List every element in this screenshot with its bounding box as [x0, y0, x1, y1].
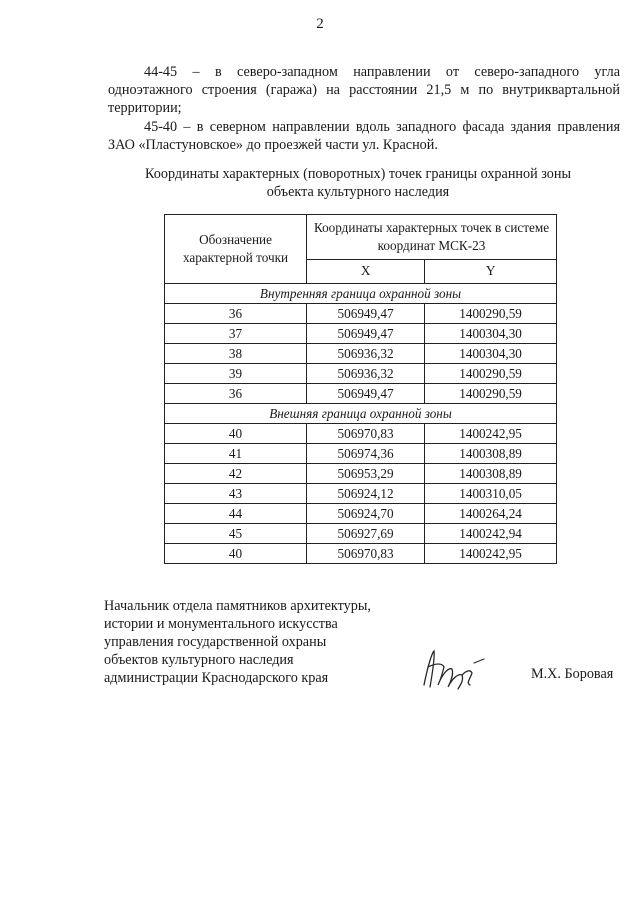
position-line: истории и монументального искусства	[104, 616, 338, 632]
table-row	[165, 544, 557, 564]
header-point-designation: Обозначение характерной точки	[165, 215, 307, 284]
cell-y: 1400310,05	[425, 484, 557, 504]
table-row	[165, 484, 557, 504]
cell-point: 36	[165, 304, 307, 324]
cell-point: 38	[165, 344, 307, 364]
table-caption-line-2: объекта культурного наследия	[266, 184, 450, 200]
cell-point: 37	[165, 324, 307, 344]
paragraph-45-40: 45-40 – в северном направлении вдоль западного фасада здания правления ЗАО «Пластуновское» до проезжей части ул. Красной.	[108, 119, 620, 153]
table-row	[165, 384, 557, 404]
table-row	[165, 364, 557, 384]
cell-point: 45	[165, 524, 307, 544]
cell-y: 1400308,89	[425, 464, 557, 484]
section-title: Внутренняя граница охранной зоны	[165, 284, 557, 304]
cell-point: 41	[165, 444, 307, 464]
header-x: X	[307, 259, 425, 283]
position-line: Начальник отдела памятников архитектуры,	[104, 598, 371, 614]
cell-point: 44	[165, 504, 307, 524]
table-row	[165, 524, 557, 544]
signer-name: М.Х. Боровая	[531, 666, 614, 682]
cell-point: 39	[165, 364, 307, 384]
table-row	[165, 344, 557, 364]
cell-x: 506949,47	[307, 304, 425, 324]
position-line: объектов культурного наследия	[104, 652, 294, 668]
signature-position	[104, 597, 371, 687]
cell-x: 506927,69	[307, 524, 425, 544]
table-caption	[118, 165, 598, 201]
page-number: 2	[316, 16, 324, 32]
coordinates-table	[164, 214, 557, 564]
table-row	[165, 324, 557, 344]
cell-y: 1400290,59	[425, 364, 557, 384]
table-row	[165, 504, 557, 524]
table-row	[165, 464, 557, 484]
cell-x: 506953,29	[307, 464, 425, 484]
position-line: администрации Краснодарского края	[104, 670, 329, 686]
cell-x: 506970,83	[307, 424, 425, 444]
paragraph-44-45: 44-45 – в северо-западном направлении от северо-западного угла одноэтажного строения (гаража) на расстоянии 21,5 м по внутриквартальной территории;	[108, 64, 620, 116]
position-line: управления государственной охраны	[104, 634, 327, 650]
cell-point: 42	[165, 464, 307, 484]
cell-point: 36	[165, 384, 307, 404]
cell-x: 506970,83	[307, 544, 425, 564]
handwritten-signature	[418, 645, 498, 695]
table-body	[165, 284, 557, 564]
table-caption-line-1: Координаты характерных (поворотных) точек границы охранной зоны	[145, 166, 571, 182]
cell-y: 1400290,59	[425, 304, 557, 324]
cell-y: 1400304,30	[425, 324, 557, 344]
cell-x: 506924,70	[307, 504, 425, 524]
table-section-row	[165, 284, 557, 304]
cell-y: 1400308,89	[425, 444, 557, 464]
table-section-row	[165, 404, 557, 424]
cell-x: 506974,36	[307, 444, 425, 464]
cell-y: 1400242,94	[425, 524, 557, 544]
cell-x: 506949,47	[307, 384, 425, 404]
cell-y: 1400290,59	[425, 384, 557, 404]
header-coordinates: Координаты характерных точек в системе координат МСК-23	[307, 215, 557, 260]
section-title: Внешняя граница охранной зоны	[165, 404, 557, 424]
cell-y: 1400304,30	[425, 344, 557, 364]
cell-point: 40	[165, 544, 307, 564]
cell-x: 506949,47	[307, 324, 425, 344]
table-row	[165, 304, 557, 324]
header-y: Y	[425, 259, 557, 283]
cell-y: 1400242,95	[425, 544, 557, 564]
cell-x: 506936,32	[307, 364, 425, 384]
table-row	[165, 424, 557, 444]
cell-point: 43	[165, 484, 307, 504]
cell-point: 40	[165, 424, 307, 444]
cell-x: 506936,32	[307, 344, 425, 364]
cell-x: 506924,12	[307, 484, 425, 504]
cell-y: 1400242,95	[425, 424, 557, 444]
cell-y: 1400264,24	[425, 504, 557, 524]
table-row	[165, 444, 557, 464]
